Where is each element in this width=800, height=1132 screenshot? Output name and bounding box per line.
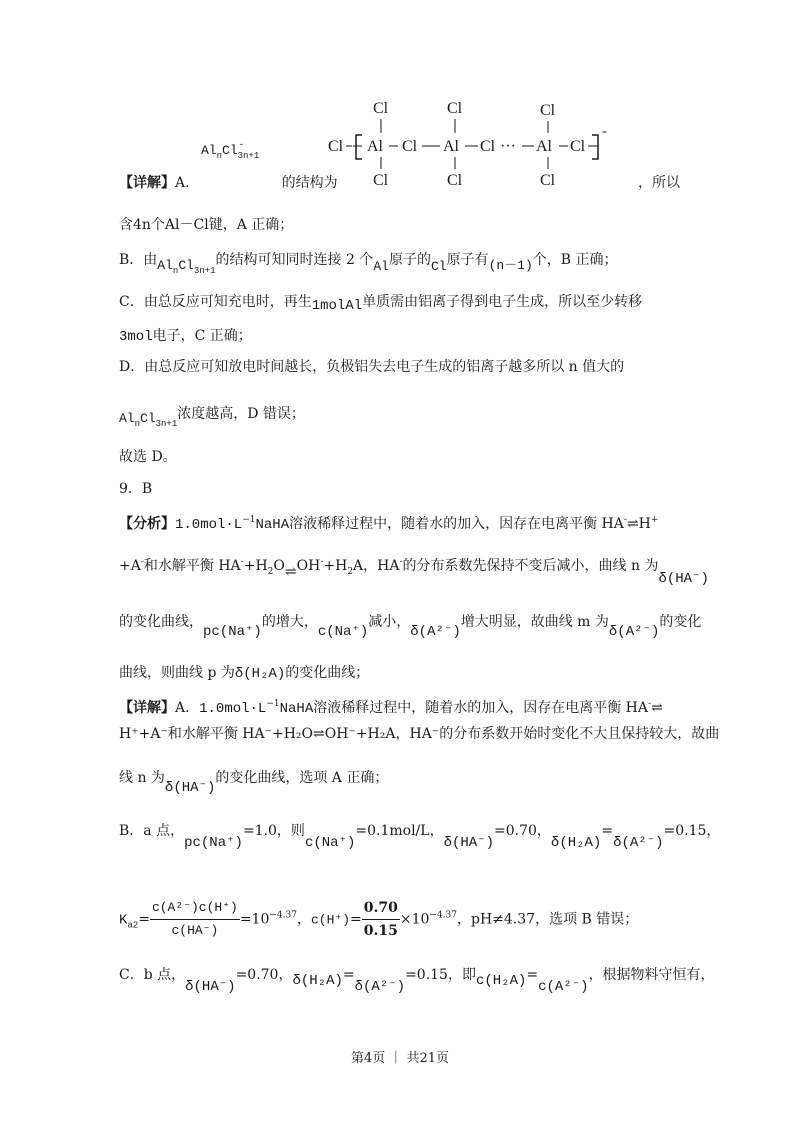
cl-bottom-1: Cl	[373, 172, 389, 189]
analysis-line-1: 【分析】$1.0mol\cdot L^{-1}NaHA$溶液稀释过程中，随着水的加入，因存在电离平衡 HA-⇌H+	[119, 515, 659, 533]
formula-label-top: $Al_nCl$ - $_{3n+1}$	[201, 140, 260, 161]
detail-tag: 【详解】	[119, 175, 175, 191]
detail-a-line-2: 含4n个Al－Cl键，A 正确；	[119, 217, 294, 233]
detail-a-line: 【详解】A． 的结构为 ，所以	[119, 175, 681, 191]
option-b-calc: B．a 点，pc(Na⁺)=1.0，则c(Na⁺)=0.1mol/L，δ(HA⁻)=0.70，δ(H₂A)=δ(A²⁻)=0.15，	[119, 823, 721, 851]
page-footer: 第4页 ｜ 共21页	[350, 1051, 450, 1066]
detail2-line-3: 线 n 为δ(HA⁻)的变化曲线，选项 A 正确；	[119, 770, 389, 796]
option-c-calc: C．b 点，δ(HA⁻)=0.70，δ(H₂A)=δ(A²⁻)=0.15，即c(H₂A)=c(A²⁻)，根据物料守恒有，	[119, 967, 715, 995]
cl-bottom-3: Cl	[540, 172, 556, 189]
analysis-line-4: 曲线，则曲线 p 为δ(H₂A)的变化曲线；	[119, 665, 370, 682]
analysis-line-2: +A-和水解平衡 $HA^-+H_2O\rightleftharpoons OH^-+H_2A$，HA-的分布系数先保持不变后减小，曲线 n 为δ(HA⁻)	[119, 557, 709, 587]
option-d-line-2: $Al_nCl_{3n+1}$浓度越高，D 错误；	[119, 406, 305, 429]
cl-left-end: Cl	[328, 138, 344, 155]
al-2: Al	[443, 138, 459, 155]
cl-top-1: Cl	[373, 100, 389, 117]
analysis-line-3: 的变化曲线，pc(Na⁺)的增大，c(Na⁺)减小，δ(A²⁻)增大明显，故曲线 m 为δ(A²⁻)的变化	[119, 614, 702, 640]
cl-bottom-2: Cl	[447, 172, 463, 189]
detail2-line-1: 【详解】A．$1.0mol\cdot L^{-1}NaHA$溶液稀释过程中，随着水的加入，因存在电离平衡 HA-⇌	[119, 699, 663, 717]
cl-top-3: Cl	[540, 102, 556, 119]
cl-mid-2: Cl	[480, 138, 496, 155]
option-b-line: B．由$Al_nCl_{3n+1}$的结构可知同时连接 2 个Al原子的Cl原子有(n－1)个，B 正确；	[119, 252, 618, 276]
h-fraction: $\frac{0.70}{0.15}$	[362, 897, 400, 942]
detail2-line-2: H⁺+A⁻和水解平衡 HA⁻+H₂O⇌OH⁻+H₂A，HA⁻的分布系数开始时变化不大且保持较大，故曲	[119, 726, 720, 742]
option-c-line-1: C．由总反应可知充电时，再生1molAl单质需由铝离子得到电子生成，所以至少转移	[119, 294, 643, 314]
al-1: Al	[367, 138, 383, 155]
choice-line: 故选 D。	[119, 449, 177, 465]
question-9: 9．B	[119, 481, 153, 497]
ka2-line: $K_{a2}=$ $\frac{\text{c(A²⁻)c(H⁺)}}{c(HA^-)}$ $=10^{-4.37}$，c(H⁺)= $\frac{0.70}{0.15}$ $\times 10^{-4.37}$，pH≠4.37，选项 B 错误；	[119, 897, 638, 942]
ka2-fraction: $\frac{\text{c(A²⁻)c(H⁺)}}{c(HA^-)}$	[150, 897, 240, 942]
cl-top-2: Cl	[447, 100, 463, 117]
option-d-line-1: D．由总反应可知放电时间越长，负极铝失去电子生成的铝离子越多所以 n 值大的	[119, 359, 625, 375]
cl-mid-1: Cl	[402, 138, 418, 155]
option-c-line-2: 3mol电子，C 正确；	[119, 328, 252, 345]
ellipsis: ···	[500, 138, 516, 155]
al-3: Al	[536, 138, 552, 155]
cl-mid-3: Cl	[570, 138, 586, 155]
charge-sign: -	[602, 124, 607, 139]
